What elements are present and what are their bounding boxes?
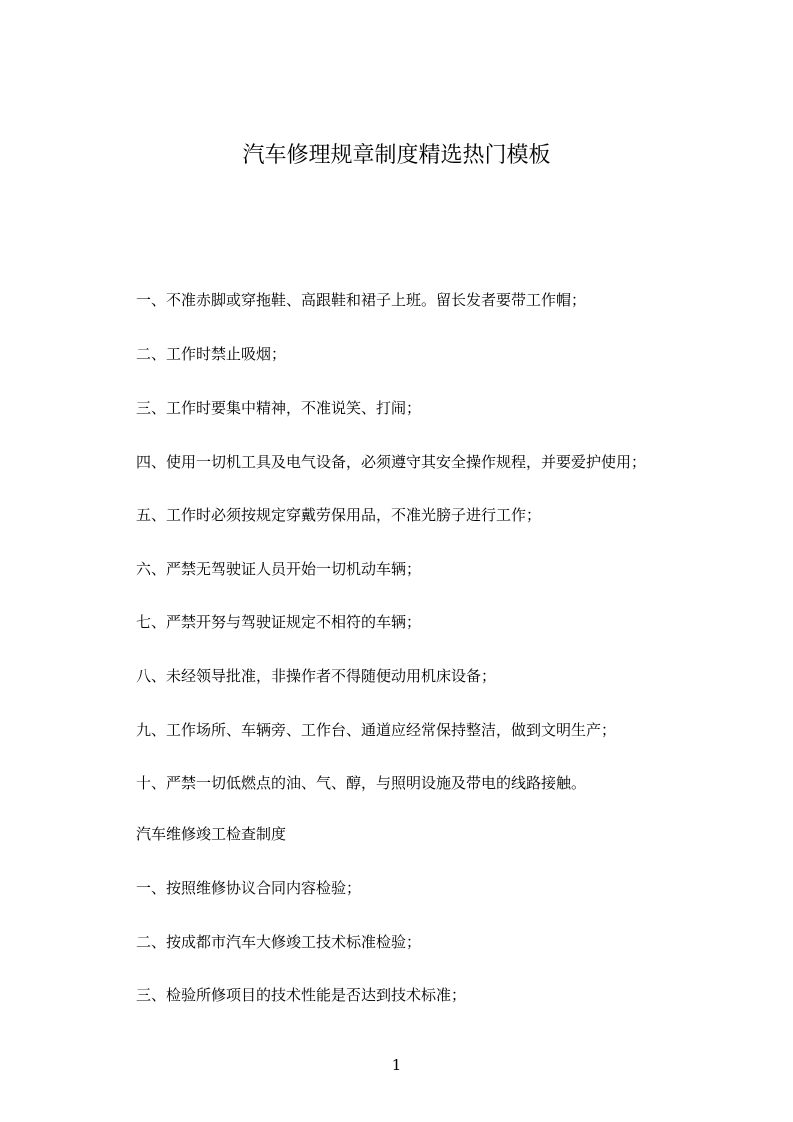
paragraph: 二、按成都市汽车大修竣工技术标准检验； <box>136 933 422 951</box>
paragraph: 五、工作时必须按规定穿戴劳保用品，不准光膀子进行工作； <box>136 506 542 524</box>
paragraph: 一、按照维修协议合同内容检验； <box>136 879 362 897</box>
document-title: 汽车修理规章制度精选热门模板 <box>242 143 551 168</box>
paragraph: 九、工作场所、车辆旁、工作台、通道应经常保持整洁，做到文明生产； <box>136 721 617 739</box>
paragraph: 四、使用一切机工具及电气设备，必须遵守其安全操作规程，并要爱护使用； <box>136 453 647 471</box>
paragraph: 十、严禁一切低燃点的油、气、醇，与照明设施及带电的线路接触。 <box>136 774 587 792</box>
paragraph: 二、工作时禁止吸烟； <box>136 345 287 363</box>
page-number: 1 <box>391 1056 402 1074</box>
paragraph: 七、严禁开努与驾驶证规定不相符的车辆； <box>136 613 422 631</box>
paragraph: 一、不准赤脚或穿拖鞋、高跟鞋和裙子上班。留长发者要带工作帽； <box>136 291 587 309</box>
paragraph: 三、检验所修项目的技术性能是否达到技术标准； <box>136 986 467 1004</box>
paragraph: 八、未经领导批准，非操作者不得随便动用机床设备； <box>136 667 497 685</box>
paragraph: 三、工作时要集中精神，不准说笑、打闹； <box>136 399 422 417</box>
paragraph: 六、严禁无驾驶证人员开始一切机动车辆； <box>136 560 422 578</box>
section-heading: 汽车维修竣工检查制度 <box>136 825 287 843</box>
